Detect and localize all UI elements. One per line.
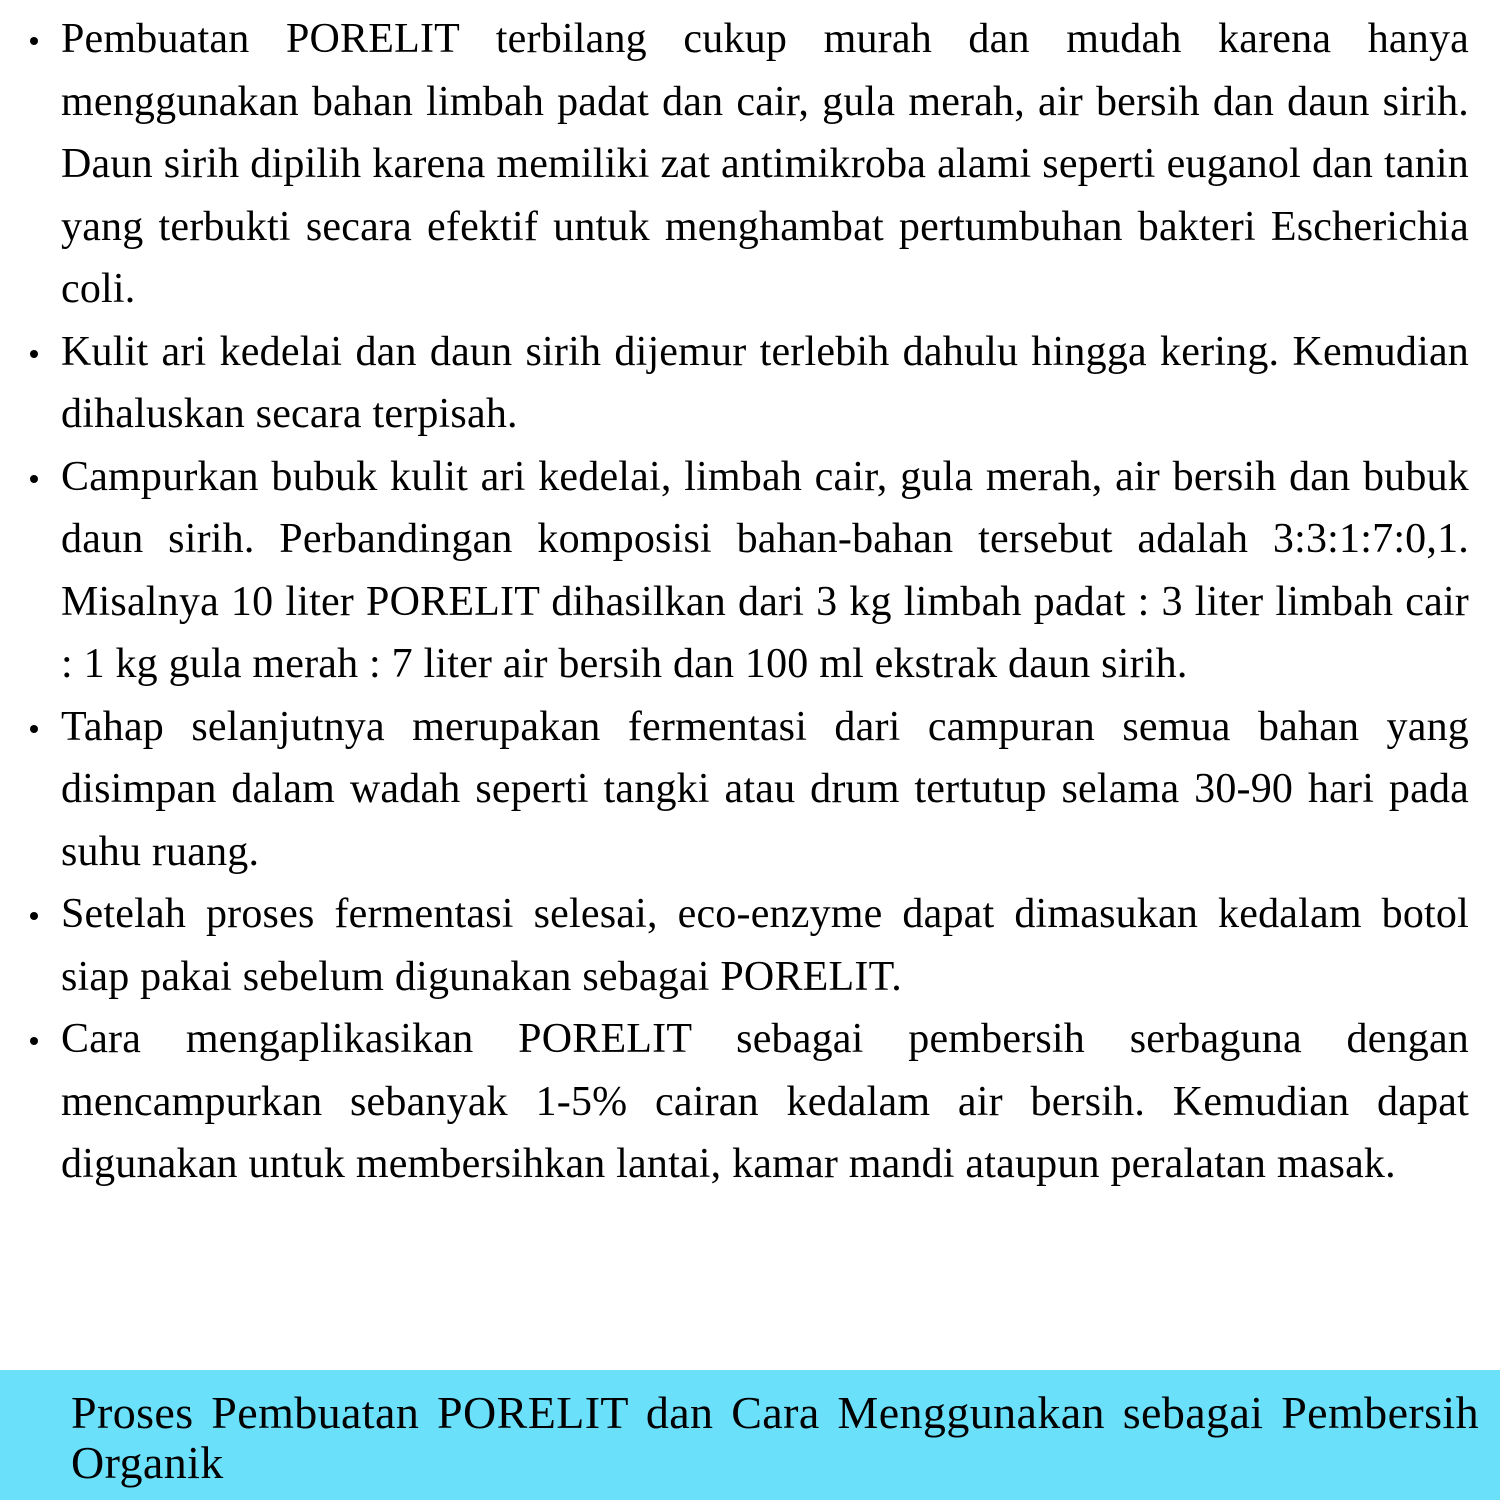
list-item — [0, 1008, 1500, 1196]
list-item — [0, 696, 1500, 884]
content-area — [0, 8, 1500, 1196]
bullet-icon — [30, 912, 38, 920]
list-item-text: Pembuatan PORELIT terbilang cukup murah dan mudah karena hanya menggunakan bahan limbah padat dan cair, gula merah, air bersih dan daun sirih. Daun sirih dipilih karena memiliki zat antimikroba alami seperti euganol dan tanin yang terbukti secara efektif untuk menghambat pertumbuhan bakteri Escherichia coli. — [61, 16, 1469, 312]
caption-bar — [0, 1370, 1500, 1500]
list-item — [0, 8, 1500, 321]
list-item-text: Setelah proses fermentasi selesai, eco-enzyme dapat dimasukan kedalam botol siap pakai sebelum digunakan sebagai PORELIT. — [61, 891, 1469, 1000]
procedure-list — [0, 8, 1500, 1196]
bullet-icon — [30, 475, 38, 483]
list-item-text: Tahap selanjutnya merupakan fermentasi dari campuran semua bahan yang disimpan dalam wadah seperti tangki atau drum tertutup selama 30-90 hari pada suhu ruang. — [61, 703, 1469, 875]
bullet-icon — [30, 37, 38, 45]
bullet-icon — [30, 350, 38, 358]
list-item — [0, 446, 1500, 696]
list-item-text: Kulit ari kedelai dan daun sirih dijemur terlebih dahulu hingga kering. Kemudian dihaluskan secara terpisah. — [61, 328, 1469, 437]
caption-title: Proses Pembuatan PORELIT dan Cara Menggunakan sebagai Pembersih Organik — [71, 1387, 1479, 1488]
list-item-text: Campurkan bubuk kulit ari kedelai, limbah cair, gula merah, air bersih dan bubuk daun sirih. Perbandingan komposisi bahan-bahan tersebut adalah 3:3:1:7:0,1. Misalnya 10 liter PORELIT dihasilkan dari 3 kg limbah padat : 3 liter limbah cair : 1 kg gula merah : 7 liter air bersih dan 100 ml ekstrak daun sirih. — [61, 453, 1469, 687]
bullet-icon — [30, 725, 38, 733]
list-item-text: Cara mengaplikasikan PORELIT sebagai pembersih serbaguna dengan mencampurkan sebanyak 1-5% cairan kedalam air bersih. Kemudian dapat digunakan untuk membersihkan lantai, kamar mandi ataupun peralatan masak. — [61, 1016, 1469, 1187]
list-item — [0, 321, 1500, 446]
bullet-icon — [30, 1037, 38, 1045]
list-item — [0, 883, 1500, 1008]
